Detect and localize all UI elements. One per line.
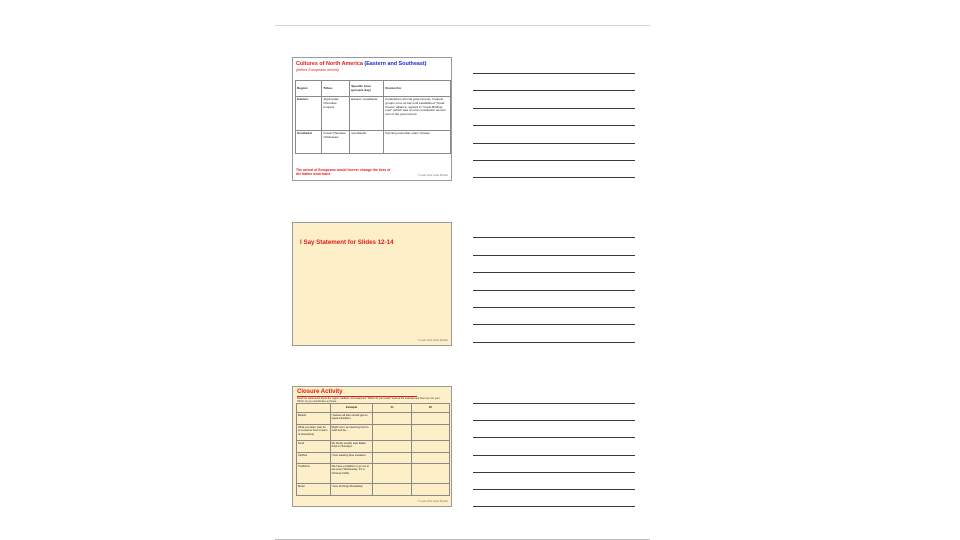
table-cell: Eastern — [296, 97, 322, 131]
slide-title — [296, 61, 426, 67]
table-row — [297, 464, 450, 484]
note-line — [473, 342, 635, 343]
slide-subtitle: (before Europeans arrived) — [296, 68, 339, 72]
table-header-cell: #1 — [373, 404, 411, 413]
slide-title-blue: (Eastern and Southeast) — [364, 61, 427, 67]
slide-copyright: © Lewis 2012 Guide Booklet — [417, 174, 448, 177]
slide-thumbnail-cultures — [292, 57, 452, 181]
table-cell: My family usually eats Italian food on Sundays. — [330, 441, 373, 453]
table-header-cell: Specific Area (present day) — [350, 81, 384, 97]
note-line — [473, 324, 635, 325]
table-cell: Federations (formal government), Iroquois groups once at war until established "Great Peace" alliance- agreed to "Great Binding Law" (which was an oral constitution women part of the government — [384, 97, 451, 131]
table-row — [297, 413, 450, 425]
table-header-cell: Region — [296, 81, 322, 97]
table-header-row — [297, 404, 450, 413]
table-row — [297, 441, 450, 453]
table-cell: Southeast — [296, 131, 322, 154]
table-cell — [373, 425, 411, 441]
table-cell: I love wearing blue sneakers. — [330, 453, 373, 464]
table-cell: Clothes — [297, 453, 331, 464]
table-cell — [411, 484, 449, 496]
note-line — [473, 290, 635, 291]
note-line — [473, 255, 635, 256]
table-cell — [373, 441, 411, 453]
table-cell: We have a tradition to go out to eat every Wednesday. It's a Chinese buffet. — [330, 464, 373, 484]
note-line — [473, 237, 635, 238]
table-header-row — [296, 81, 451, 97]
note-line — [473, 73, 635, 74]
table-cell — [411, 441, 449, 453]
note-line — [473, 108, 635, 109]
note-line — [473, 307, 635, 308]
note-line — [473, 272, 635, 273]
table-cell — [373, 413, 411, 425]
slide-instructions: Read the statements about the region, tradition, and statement. Which do you relate? Look at the example and then use it in your 'Mirror' as you would have a phrase. — [297, 397, 440, 404]
note-line — [473, 506, 635, 507]
table-cell — [373, 453, 411, 464]
table-cell: Music — [297, 484, 331, 496]
note-line — [473, 143, 635, 144]
slide-footer-note: The arrival of Europeans would forever change the lives of the Native Americans — [296, 168, 391, 177]
table-cell: Creek Cherokee Chickasaw — [322, 131, 350, 154]
note-line — [473, 472, 635, 473]
page-top-divider — [275, 25, 650, 26]
table-cell: What you learn (can be to someone how to learn of elsewhere) — [297, 425, 331, 441]
table-header-cell: #2 — [411, 404, 449, 413]
table-cell — [373, 464, 411, 484]
slide-title: I Say Statement for Slides 12-14 — [300, 239, 394, 246]
table-cell: I love all things Broadway! — [330, 484, 373, 496]
note-line — [473, 90, 635, 91]
table-header-cell: Known For — [384, 81, 451, 97]
table-cell: Algonquian Cherokee Iroquois — [322, 97, 350, 131]
table-cell: Beliefs — [297, 413, 331, 425]
closure-table — [296, 403, 450, 496]
table-row — [297, 484, 450, 496]
note-line — [473, 177, 635, 178]
note-line — [473, 455, 635, 456]
table-cell: Eastern woodlands — [350, 97, 384, 131]
table-cell: Right now I am learning how to read and be… — [330, 425, 373, 441]
table-header-cell: Tribes — [322, 81, 350, 97]
slide-thumbnail-i-say-statement — [292, 222, 452, 346]
table-cell — [373, 484, 411, 496]
note-line — [473, 125, 635, 126]
table-cell: Food — [297, 441, 331, 453]
note-line — [473, 420, 635, 421]
note-line — [473, 403, 635, 404]
table-cell — [411, 413, 449, 425]
note-line — [473, 489, 635, 490]
slide-copyright: © Lewis 2012 Guide Booklet — [417, 500, 448, 503]
table-row — [297, 453, 450, 464]
table-cell: woodlands — [350, 131, 384, 154]
table-row — [297, 425, 450, 441]
slide-thumbnail-closure-activity — [292, 386, 452, 507]
table-header-cell — [297, 404, 331, 413]
slide-title-red: Cultures of North America — [296, 61, 365, 67]
table-row — [296, 131, 451, 154]
table-cell — [411, 464, 449, 484]
note-line — [473, 437, 635, 438]
table-cell — [411, 425, 449, 441]
slide-copyright: © Lewis 2012 Guide Booklet — [417, 339, 448, 342]
table-row — [296, 97, 451, 131]
table-cell: Farming essential, warm climate — [384, 131, 451, 154]
table-header-cell: Example — [330, 404, 373, 413]
table-cell — [411, 453, 449, 464]
cultures-table — [295, 80, 451, 154]
table-cell: Traditions — [297, 464, 331, 484]
note-line — [473, 160, 635, 161]
table-cell: I believe all kids should get an equal education. — [330, 413, 373, 425]
slide-title: Closure Activity — [297, 389, 343, 395]
